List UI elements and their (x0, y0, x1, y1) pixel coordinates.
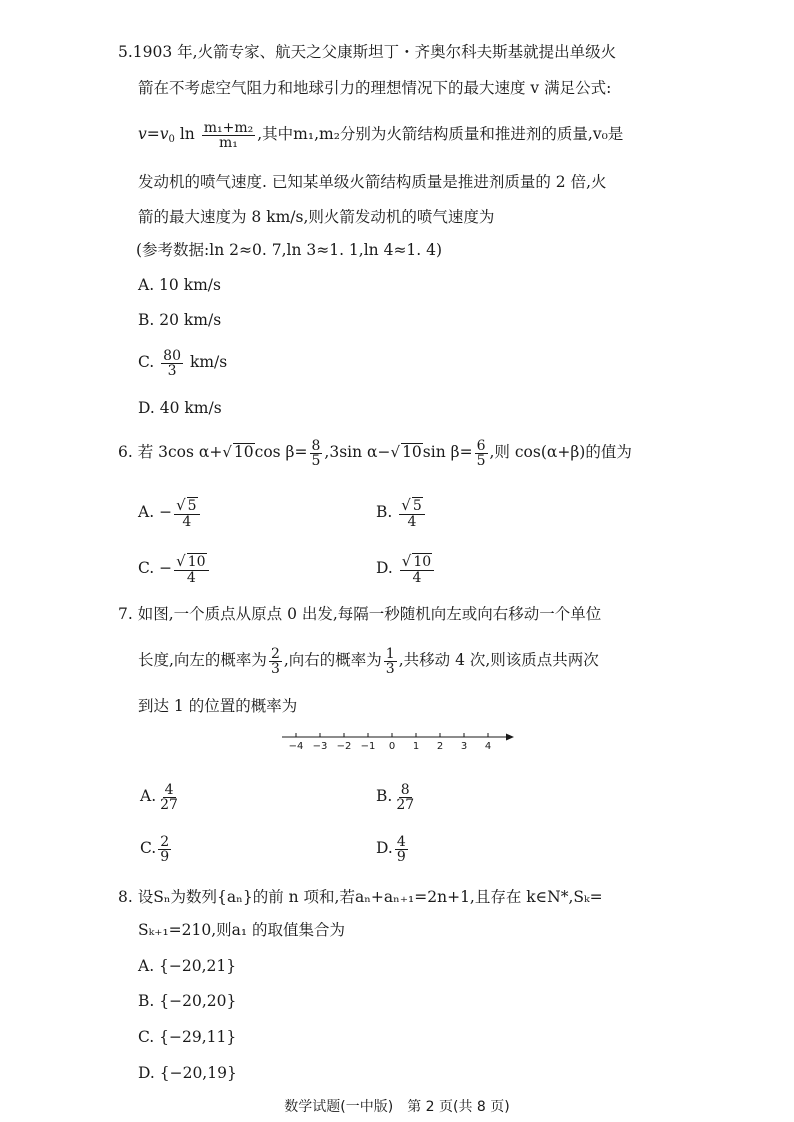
q6-option-a-minus: − (159, 503, 173, 521)
number-line-ticks (289, 733, 492, 752)
q6-fraction-2 (475, 439, 488, 468)
q5-reference-data: (参考数据:ln 2≈0. 7,ln 3≈1. 1,ln 4≈1. 4) (136, 241, 443, 259)
q6-option-c[interactable] (138, 550, 211, 586)
q6-option-d-sqrt: 10 (413, 554, 432, 570)
q6-f1-num: 8 (311, 437, 321, 454)
q7-line2c: ,共移动 4 次,则该质点共两次 (398, 651, 599, 669)
q7-option-b-num: 8 (400, 781, 410, 798)
q7-p-left-den: 3 (270, 660, 280, 677)
q7-line2 (138, 642, 599, 678)
q6-option-d-fraction (400, 553, 434, 585)
q5-formula-rest: ,其中m₁,m₂分别为火箭结构质量和推进剂的质量,v₀是 (257, 125, 624, 143)
q7-option-b[interactable] (376, 778, 418, 814)
q6-option-c-num (174, 553, 208, 571)
q5-option-c-den: 3 (167, 362, 177, 379)
q7-p-left-num: 2 (270, 645, 280, 662)
q5-option-c-label: C. (138, 353, 155, 371)
q6-option-c-sqrt: 10 (187, 554, 206, 570)
q6-option-d-label: D. (376, 559, 393, 577)
q6-option-b-fraction (399, 497, 424, 529)
q7-option-a-den: 27 (160, 796, 178, 813)
q8-option-a[interactable]: A. {−20,21} (138, 957, 237, 975)
sqrt-symbol: √ (176, 496, 186, 514)
q6-stem-e: ,则 cos(α+β)的值为 (489, 443, 632, 461)
q5-formula-sub: 0 (168, 134, 175, 145)
q7-option-d-num: 4 (396, 833, 406, 850)
page-footer: 数学试题(一中版) 第 2 页(共 8 页) (284, 1099, 510, 1115)
q6-fraction-1 (310, 439, 323, 468)
q6-stem-c: ,3sin α− (324, 443, 391, 461)
q7-option-d-label: D. (376, 839, 393, 857)
q7-option-a-num: 4 (164, 781, 174, 798)
q6-option-c-label: C. (138, 559, 155, 577)
number-line-tick-label: −1 (360, 741, 376, 752)
q7-p-right (384, 647, 397, 676)
q5-line2: 箭在不考虑空气阻力和地球引力的理想情况下的最大速度 v 满足公式: (138, 79, 612, 97)
q6-option-c-den: 4 (186, 570, 196, 586)
q6-option-c-fraction (174, 553, 208, 585)
q7-option-d-fraction (395, 835, 408, 864)
q6-option-b-num (399, 497, 424, 515)
q5-option-b[interactable]: B. 20 km/s (138, 311, 222, 329)
q5-line4: 发动机的喷气速度. 已知某单级火箭结构质量是推进剂质量的 2 倍,火 (138, 173, 607, 191)
number-line-figure (278, 728, 518, 754)
q6-option-d[interactable] (376, 550, 436, 586)
q6-f2-den: 5 (476, 452, 486, 469)
q6-option-a-num (174, 497, 199, 515)
q5-option-c-unit: km/s (189, 353, 228, 371)
q5-option-a[interactable]: A. 10 km/s (138, 276, 221, 294)
q7-option-c-label: C. (140, 839, 157, 857)
number-line-tick-label: 2 (436, 741, 444, 752)
number-line-tick-label: 0 (388, 741, 396, 752)
q6-option-a-label: A. (138, 503, 155, 521)
q6-sqrt10-b: 10 (402, 443, 422, 461)
q5-option-c-num: 80 (163, 347, 181, 364)
number-line-tick-label: −3 (312, 741, 328, 752)
sqrt-symbol: √ (176, 552, 186, 570)
q7-p-right-den: 3 (385, 660, 395, 677)
q7-option-b-label: B. (376, 787, 393, 805)
q7-option-d[interactable] (376, 830, 410, 866)
q7-option-a[interactable] (140, 778, 182, 814)
q7-option-d-den: 9 (396, 848, 406, 865)
q7-line2b: ,向右的概率为 (283, 651, 382, 669)
q7-option-b-den: 27 (396, 796, 415, 813)
q6-stem-d: sin β= (422, 443, 473, 461)
q5-option-d[interactable]: D. 40 km/s (138, 399, 222, 417)
q6-option-d-den: 4 (412, 570, 422, 586)
q7-p-left (269, 647, 282, 676)
q8-option-c[interactable]: C. {−29,11} (138, 1028, 237, 1046)
q8-line1: 8. 设Sₙ为数列{aₙ}的前 n 项和,若aₙ+aₙ₊₁=2n+1,且存在 k∈N*,Sₖ= (118, 888, 603, 906)
q6-option-b-den: 4 (407, 514, 417, 530)
q7-option-a-fraction (158, 783, 180, 812)
q5-formula-fraction (202, 121, 256, 150)
q5-option-c-fraction (161, 349, 183, 378)
number-line-arrow (506, 734, 514, 741)
q6-option-b-label: B. (376, 503, 393, 521)
q6-option-d-num (400, 553, 434, 571)
q5-formula-ln: ln (179, 125, 195, 143)
q6-option-c-minus: − (159, 559, 173, 577)
q8-line2: Sₖ₊₁=210,则a₁ 的取值集合为 (138, 921, 346, 939)
q6-f1-den: 5 (311, 452, 321, 469)
q6-sqrt10-a: 10 (233, 443, 254, 461)
q7-option-c[interactable] (140, 830, 173, 866)
sqrt-symbol: √ (390, 443, 401, 461)
q6-stem-b: cos β= (254, 443, 308, 461)
q5-line1: 5.1903 年,火箭专家、航天之父康斯坦丁・齐奥尔科夫斯基就提出单级火 (118, 43, 617, 61)
q6-option-a-fraction (174, 497, 199, 529)
q7-option-a-label: A. (140, 787, 157, 805)
q7-p-right-num: 1 (385, 645, 395, 662)
q6-option-b[interactable] (376, 494, 427, 530)
q5-fraction-numerator: m₁+m₂ (203, 119, 254, 136)
sqrt-symbol: √ (222, 443, 232, 461)
number-line-tick-label: −2 (336, 741, 352, 752)
q8-option-b[interactable]: B. {−20,20} (138, 992, 237, 1010)
q7-option-c-fraction (158, 835, 171, 864)
q5-formula-line (138, 116, 623, 158)
q6-option-a-sqrt: 5 (187, 498, 197, 514)
number-line-tick-label: −4 (288, 741, 304, 752)
number-line-tick-label: 1 (412, 741, 420, 752)
q6-option-b-sqrt: 5 (412, 498, 422, 514)
q7-option-c-num: 2 (160, 833, 170, 850)
q6-option-a[interactable] (138, 494, 202, 530)
number-line-tick-label: 4 (484, 741, 492, 752)
q6-option-a-den: 4 (182, 514, 192, 530)
q7-line1: 7. 如图,一个质点从原点 0 出发,每隔一秒随机向左或向右移动一个单位 (118, 605, 602, 623)
q7-option-c-den: 9 (160, 848, 170, 865)
q7-line3: 到达 1 的位置的概率为 (138, 697, 298, 715)
q7-line2a: 长度,向左的概率为 (138, 651, 267, 669)
q5-option-c[interactable] (138, 344, 227, 380)
sqrt-symbol: √ (401, 496, 411, 514)
q6-stem-a: 6. 若 3cos α+ (118, 443, 223, 461)
q6-stem (118, 434, 632, 470)
q7-option-b-fraction (394, 783, 416, 812)
number-line-tick-label: 3 (460, 741, 468, 752)
q8-option-d[interactable]: D. {−20,19} (138, 1064, 237, 1082)
q5-formula-lhs: v=v (138, 125, 169, 143)
sqrt-symbol: √ (401, 552, 412, 570)
q6-f2-num: 6 (476, 437, 486, 454)
q5-line5: 箭的最大速度为 8 km/s,则火箭发动机的喷气速度为 (138, 208, 495, 226)
q5-fraction-denominator: m₁ (219, 134, 238, 151)
